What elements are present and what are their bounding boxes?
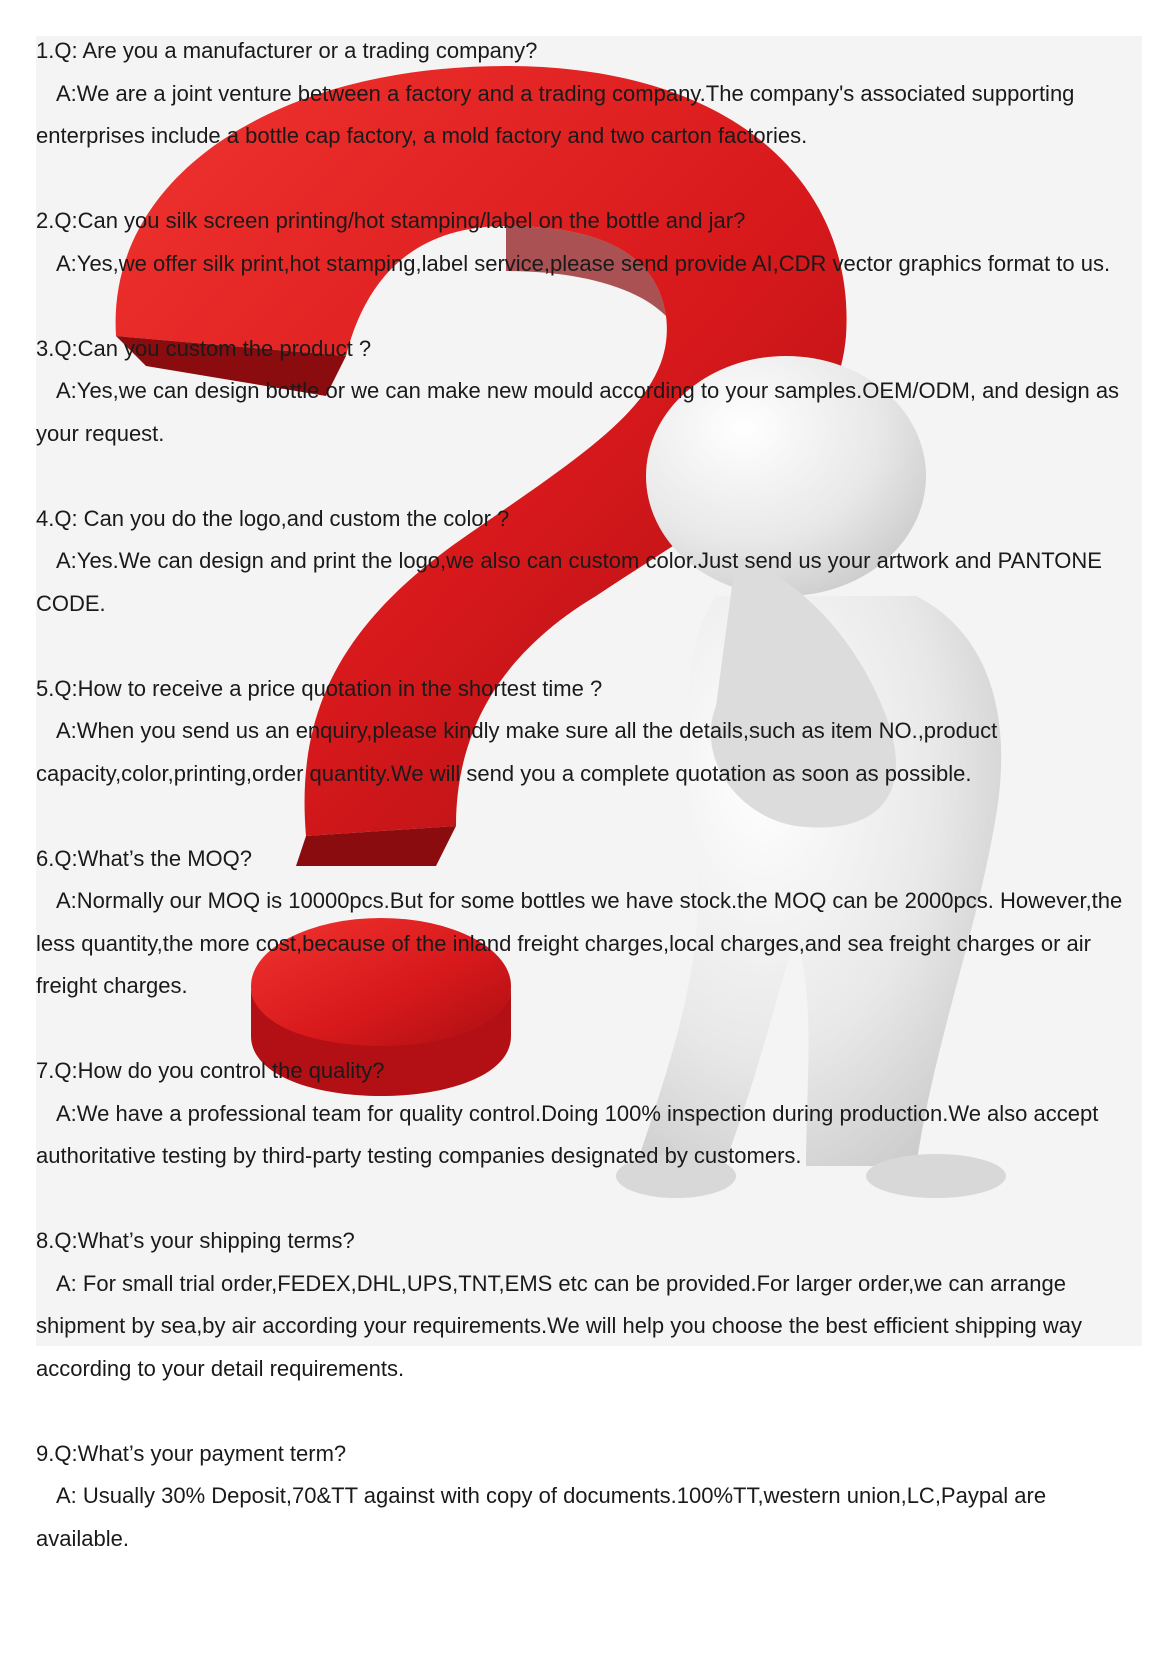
faq-question: 7.Q:How do you control the quality? — [36, 1058, 385, 1083]
faq-question: 1.Q: Are you a manufacturer or a trading company? — [36, 38, 538, 63]
faq-answer-text: A:Yes.We can design and print the logo,we also can custom color.Just send us your artwork and PANTONE CODE. — [36, 548, 1102, 616]
faq-item — [36, 1050, 1136, 1178]
faq-question: 9.Q:What’s your payment term? — [36, 1440, 347, 1466]
faq-answer — [36, 73, 1136, 158]
faq-item — [36, 328, 1136, 456]
faq-answer — [36, 370, 1136, 455]
faq-answer-text: A: For small trial order,FEDEX,DHL,UPS,TNT,EMS etc can be provided.For larger order,we can arrange shipment by sea,by air according your requirements.We will help you choose the best efficient shipping way according to your detail requirements. — [36, 1270, 1082, 1381]
faq-answer — [36, 1093, 1136, 1178]
faq-answer — [36, 710, 1136, 795]
faq-answer-text: A:Normally our MOQ is 10000pcs.But for some bottles we have stock.the MOQ can be 2000pcs. However,the less quantity,the more cost,because of the inland freight charges,local charges,and sea freight charges or air freight charges. — [36, 888, 1123, 998]
faq-question: 3.Q:Can you custom the product ? — [36, 335, 372, 361]
faq-item — [36, 668, 1136, 796]
faq-item — [36, 1220, 1136, 1390]
faq-list — [36, 30, 1136, 1560]
faq-item — [36, 498, 1136, 626]
faq-item — [36, 838, 1136, 1008]
faq-answer-text: A:We have a professional team for quality control.Doing 100% inspection during production.We also accept authoritative testing by third-party testing companies designated by customers. — [36, 1100, 1099, 1168]
faq-item — [36, 1433, 1136, 1561]
faq-answer-text: A:When you send us an enquiry,please kindly make sure all the details,such as item NO.,product capacity,color,printing,order quantity.We will send you a complete quotation as soon as possible. — [36, 718, 998, 786]
faq-answer — [36, 243, 1136, 286]
faq-answer-text: A:Yes,we offer silk print,hot stamping,label service,please send provide AI,CDR vector graphics format to us. — [56, 250, 1111, 276]
faq-question: 5.Q:How to receive a price quotation in the shortest time ? — [36, 675, 603, 701]
faq-item — [36, 30, 1136, 158]
faq-answer — [36, 1475, 1136, 1560]
faq-answer — [36, 880, 1136, 1008]
faq-item — [36, 200, 1136, 285]
faq-question: 6.Q:What’s the MOQ? — [36, 845, 253, 871]
faq-question: 4.Q: Can you do the logo,and custom the color ? — [36, 505, 510, 531]
faq-answer — [36, 540, 1136, 625]
faq-answer-text: A: Usually 30% Deposit,70&TT against with copy of documents.100%TT,western union,LC,Paypal are available. — [36, 1483, 1047, 1551]
faq-answer-text: A:Yes,we can design bottle or we can make new mould according to your samples.OEM/ODM, and design as your request. — [36, 378, 1120, 446]
faq-answer-text: A:We are a joint venture between a factory and a trading company.The company's associated supporting enterprises include a bottle cap factory, a mold factory and two carton factories. — [36, 80, 1075, 148]
faq-answer — [36, 1263, 1136, 1391]
faq-question: 8.Q:What’s your shipping terms? — [36, 1228, 355, 1253]
faq-question: 2.Q:Can you silk screen printing/hot stamping/label on the bottle and jar? — [36, 208, 746, 233]
